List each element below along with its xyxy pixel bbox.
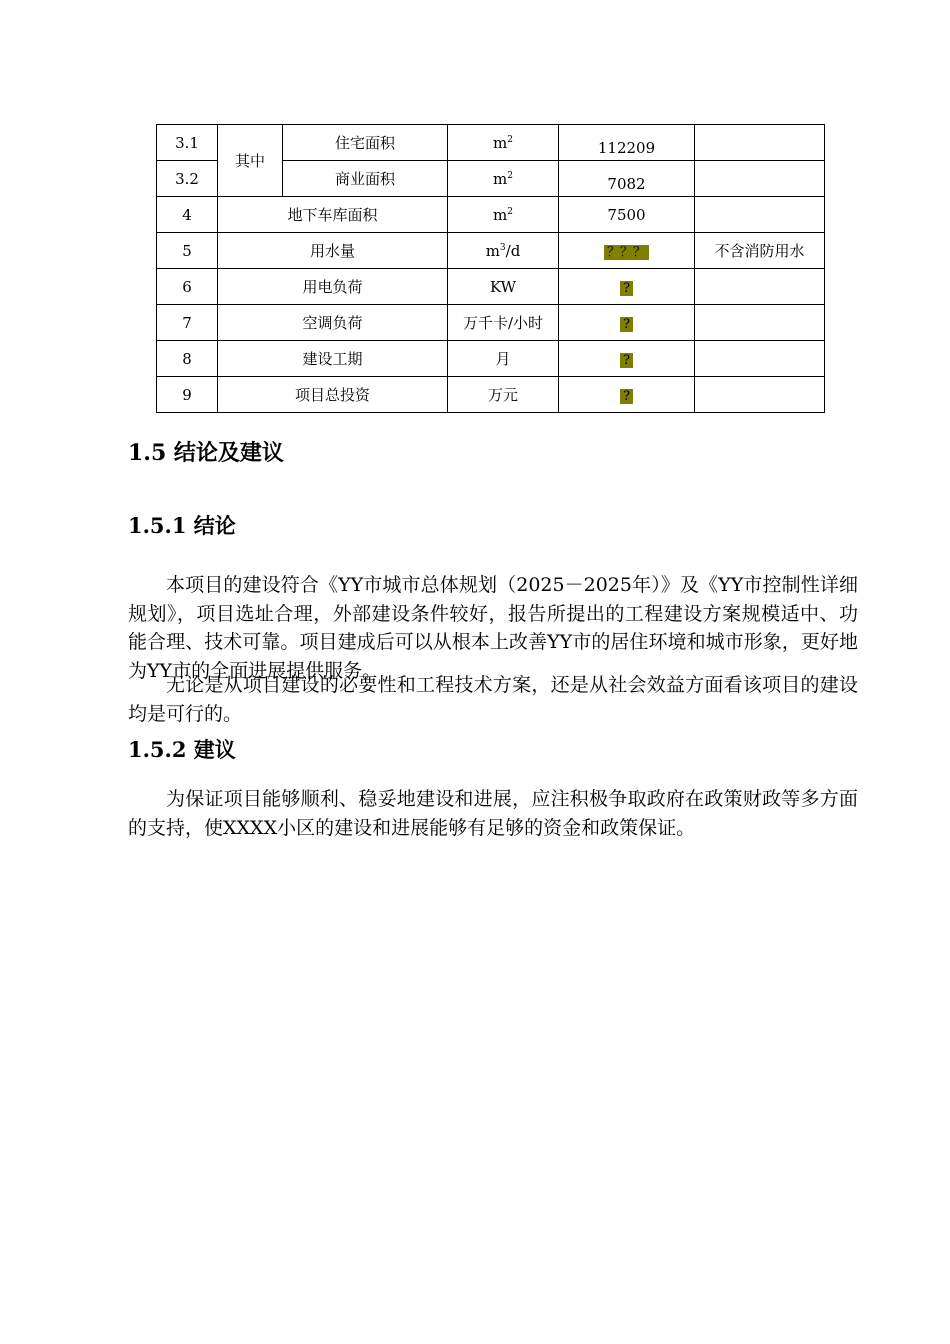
note [695, 305, 825, 341]
item-name: 商业面积 [283, 161, 448, 197]
value: 7082 [559, 161, 695, 197]
item-name: 建设工期 [218, 341, 448, 377]
note [695, 197, 825, 233]
unit: $m^2$ [448, 197, 559, 233]
unit: $m^2$ [448, 125, 559, 161]
unit: $m^3/d$ [448, 233, 559, 269]
row-number: 4 [157, 197, 218, 233]
group-label: 其中 [218, 125, 283, 197]
item-name: 用水量 [218, 233, 448, 269]
item-name: 空调负荷 [218, 305, 448, 341]
note [695, 341, 825, 377]
highlighted-placeholder: ? [620, 317, 633, 332]
table-row [157, 341, 825, 377]
value: 7500 [559, 197, 695, 233]
note [695, 377, 825, 413]
unit: $m^2$ [448, 161, 559, 197]
conclusion-paragraph: 本项目的建设符合《YY市城市总体规划（2025－2025年）》及《YY市控制性详细规划》，项目选址合理，外部建设条件较好，报告所提出的工程建设方案规模适中、功能合理、技术可靠。项目建成后可以从根本上改善YY市的居住环境和城市形象，更好地为YY市的全面进展提供服务。 [128, 574, 858, 682]
row-number: 5 [157, 233, 218, 269]
value [559, 341, 695, 377]
table-row [157, 197, 825, 233]
item-name: 项目总投资 [218, 377, 448, 413]
row-number: 9 [157, 377, 218, 413]
row-number: 6 [157, 269, 218, 305]
highlighted-placeholder: ? [620, 389, 633, 404]
note [695, 269, 825, 305]
project-indicator-table [156, 124, 825, 413]
note: 不含消防用水 [695, 233, 825, 269]
highlighted-placeholder: ？？？ [604, 245, 649, 260]
table-row [157, 233, 825, 269]
subsection-heading-conclusion: 1.5.1 结论 [128, 513, 236, 538]
value [559, 269, 695, 305]
value: 112209 [559, 125, 695, 161]
unit: 万千卡/小时 [448, 305, 559, 341]
value [559, 305, 695, 341]
value [559, 377, 695, 413]
unit: 万元 [448, 377, 559, 413]
table-row [157, 125, 825, 161]
item-name: 用电负荷 [218, 269, 448, 305]
row-number: 8 [157, 341, 218, 377]
value [559, 233, 695, 269]
highlighted-placeholder: ? [620, 353, 633, 368]
highlighted-placeholder: ? [620, 281, 633, 296]
row-number: 3.1 [157, 125, 218, 161]
note [695, 161, 825, 197]
item-name: 住宅面积 [283, 125, 448, 161]
unit: KW [448, 269, 559, 305]
table-row [157, 377, 825, 413]
row-number: 7 [157, 305, 218, 341]
note [695, 125, 825, 161]
unit: 月 [448, 341, 559, 377]
table-row [157, 269, 825, 305]
table-row [157, 305, 825, 341]
subsection-heading-suggestion: 1.5.2 建议 [128, 737, 236, 762]
conclusion-paragraph: 无论是从项目建设的必要性和工程技术方案，还是从社会效益方面看该项目的建设均是可行的。 [128, 674, 858, 725]
suggestion-paragraph: 为保证项目能够顺利、稳妥地建设和进展，应注积极争取政府在政策财政等多方面的支持，使XXXX小区的建设和进展能够有足够的资金和政策保证。 [128, 788, 858, 839]
row-number: 3.2 [157, 161, 218, 197]
item-name: 地下车库面积 [218, 197, 448, 233]
section-heading: 1.5 结论及建议 [128, 440, 284, 466]
